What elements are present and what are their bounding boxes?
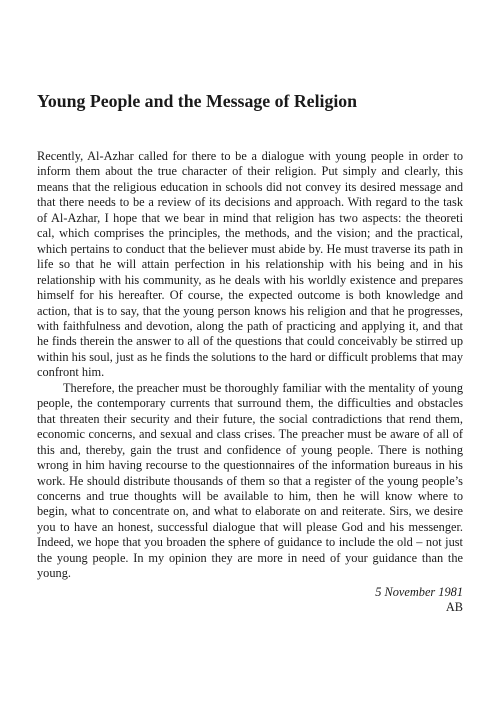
article-body	[37, 149, 463, 582]
document-page	[37, 0, 463, 706]
body-paragraph: Recently, Al-Azhar called for there to be a dialogue with young people in order to inform them about the true character of their religion. Put simply and clearly, this means that the religious education in schools did not convey its desired message and that there needs to be a review of its decisions and approach. With regard to the task of Al-Azhar, I hope that we bear in mind that religion has two aspects: the theoreti cal, which comprises the principles, the methods, and the vision; and the practical, which pertains to conduct that the believer must abide by. He must traverse its path in life so that he will attain perfection in his relationship with his being and in his relationship with his community, as he deals with his worldly existence and prepares himself for his hereafter. Of course, the expected outcome is both knowledge and action, that is to say, that the young person knows his religion and that he progresses, with faithfulness and devotion, along the path of practicing and applying it, and that he finds therein the answer to all of the questions that could conceivably be stirred up within his soul, just as he finds the solutions to the hard or difficult problems that may confront him.	[37, 149, 463, 380]
article-signoff	[375, 585, 463, 616]
author-initials: AB	[445, 600, 463, 615]
body-paragraph: Therefore, the preacher must be thoroughly familiar with the mentality of young people, the contemporary currents that surround them, the difficulties and obstacles that threaten their security and their future, the social contradictions that rend them, economic concerns, and sexual and class crises. The preacher must be aware of all of this and, thereby, gain the trust and confidence of young people. There is nothing wrong in him having recourse to the questionnaires of the information bureaus in his work. He should distribute thousands of them so that a register of the young people’s concerns and true thoughts will be available to him, then he will know where to begin, what to concentrate on, and what to elaborate on and reiterate. Sirs, we desire you to have an honest, successful dialogue that will please God and his messenger. Indeed, we hope that you broaden the sphere of guidance to include the old – not just the young people. In my opinion they are more in need of your guidance than the young.	[37, 380, 463, 581]
article-date: 5 November 1981	[375, 585, 463, 599]
article-title: Young People and the Message of Religion	[37, 91, 358, 111]
